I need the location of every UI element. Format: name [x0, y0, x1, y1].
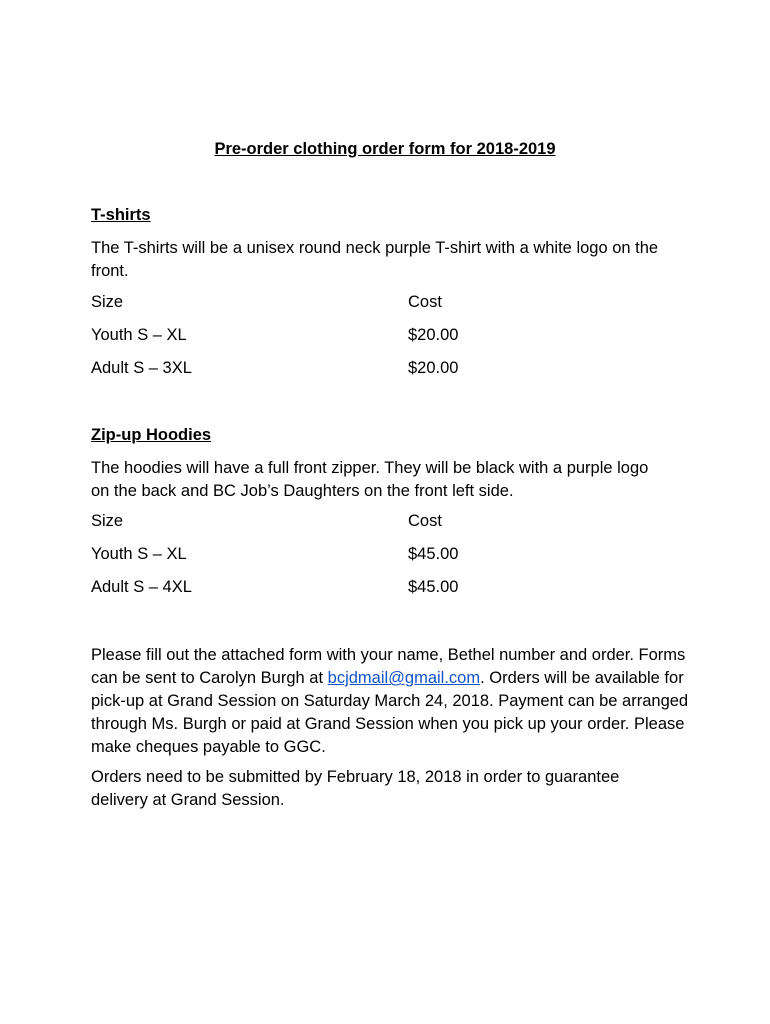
- hoodies-heading: Zip-up Hoodies: [91, 426, 212, 444]
- hoodies-cost-cell: $45.00: [408, 578, 459, 596]
- hoodies-description: The hoodies will have a full front zipper. They will be black with a purple logo on the back and BC Job’s Daughters on the front left side.: [91, 459, 649, 500]
- tshirts-row: [91, 359, 691, 381]
- instructions-text-start: Please fill out the attached form with your name, Bethel number and order. Forms can be sent to Carolyn Burgh at: [91, 646, 686, 687]
- tshirts-size-cell: Youth S – XL: [91, 326, 187, 344]
- hoodies-size-header: Size: [91, 512, 124, 530]
- tshirts-table-header: [91, 293, 691, 315]
- deadline-paragraph: Orders need to be submitted by February 18, 2018 in order to guarantee delivery at Grand Session.: [91, 768, 620, 809]
- tshirts-cost-header: Cost: [408, 293, 442, 311]
- hoodies-size-cell: Youth S – XL: [91, 545, 187, 563]
- tshirts-size-cell: Adult S – 3XL: [91, 359, 192, 377]
- tshirts-description: The T-shirts will be a unisex round neck purple T-shirt with a white logo on the front.: [91, 239, 659, 280]
- email-link[interactable]: bcjdmail@gmail.com: [327, 669, 481, 687]
- tshirts-cost-cell: $20.00: [408, 359, 459, 377]
- hoodies-row: [91, 545, 691, 567]
- hoodies-table-header: [91, 512, 691, 534]
- hoodies-cost-cell: $45.00: [408, 545, 459, 563]
- hoodies-cost-header: Cost: [408, 512, 442, 530]
- instructions-text-end: . Orders will be available for pick-up at Grand Session on Saturday March 24, 2018. Payment can be arranged through Ms. Burgh or paid at Grand Session when you pick up your order. Please make cheques payable to GGC.: [91, 669, 689, 756]
- tshirts-cost-cell: $20.00: [408, 326, 459, 344]
- tshirts-row: [91, 326, 691, 348]
- page-title: Pre-order clothing order form for 2018-2019: [214, 140, 556, 158]
- tshirts-heading: T-shirts: [91, 206, 151, 224]
- hoodies-row: [91, 578, 691, 600]
- hoodies-size-cell: Adult S – 4XL: [91, 578, 192, 596]
- instructions-paragraph: [91, 644, 691, 759]
- tshirts-size-header: Size: [91, 293, 124, 311]
